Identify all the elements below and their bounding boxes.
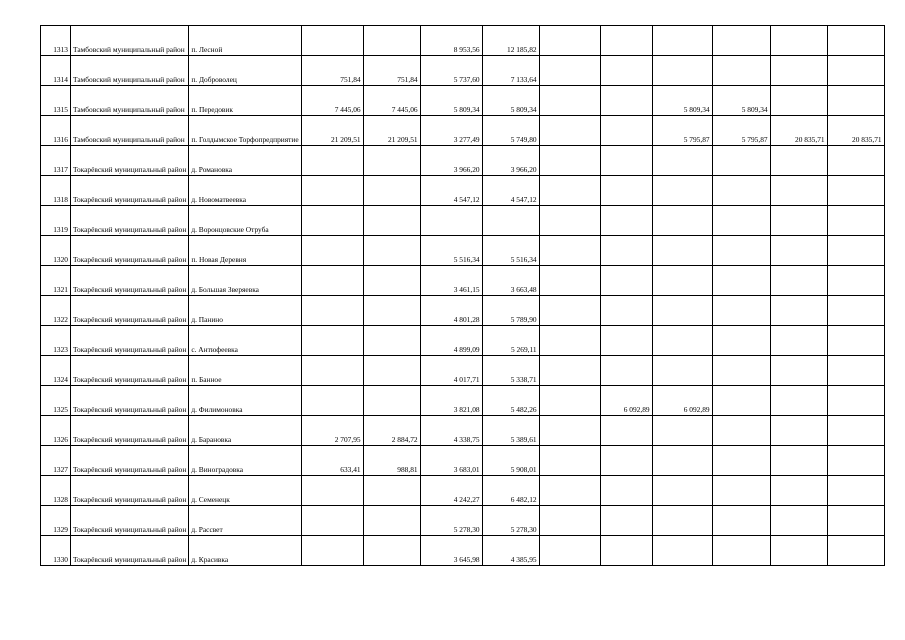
value-cell-6 xyxy=(600,236,652,266)
value-cell-3: 5 737,60 xyxy=(420,56,482,86)
district-cell: Токарёвский муниципальный район xyxy=(71,296,189,326)
value-cell-10 xyxy=(827,446,884,476)
value-cell-2 xyxy=(363,146,420,176)
value-cell-2: 2 884,72 xyxy=(363,416,420,446)
value-cell-10 xyxy=(827,536,884,566)
value-cell-6: 6 092,89 xyxy=(600,386,652,416)
value-cell-8 xyxy=(712,416,770,446)
value-cell-6 xyxy=(600,116,652,146)
row-number: 1320 xyxy=(41,236,71,266)
value-cell-6 xyxy=(600,86,652,116)
table-row xyxy=(41,386,885,416)
value-cell-9 xyxy=(770,26,827,56)
value-cell-2 xyxy=(363,476,420,506)
row-number: 1315 xyxy=(41,86,71,116)
value-cell-8 xyxy=(712,176,770,206)
district-cell: Токарёвский муниципальный район xyxy=(71,356,189,386)
value-cell-9 xyxy=(770,56,827,86)
value-cell-4: 5 338,71 xyxy=(482,356,539,386)
value-cell-6 xyxy=(600,446,652,476)
value-cell-10 xyxy=(827,56,884,86)
value-cell-8 xyxy=(712,476,770,506)
value-cell-2 xyxy=(363,386,420,416)
table-row xyxy=(41,26,885,56)
locality-cell: п. Передовик xyxy=(189,86,301,116)
value-cell-5 xyxy=(539,206,600,236)
value-cell-3: 5 278,30 xyxy=(420,506,482,536)
value-cell-8 xyxy=(712,26,770,56)
value-cell-7 xyxy=(652,146,712,176)
value-cell-6 xyxy=(600,176,652,206)
value-cell-7 xyxy=(652,176,712,206)
value-cell-3: 3 277,49 xyxy=(420,116,482,146)
locality-cell: д. Филимоновка xyxy=(189,386,301,416)
value-cell-7 xyxy=(652,446,712,476)
locality-cell: д. Панино xyxy=(189,296,301,326)
value-cell-7: 6 092,89 xyxy=(652,386,712,416)
value-cell-7 xyxy=(652,206,712,236)
value-cell-3: 4 801,28 xyxy=(420,296,482,326)
value-cell-1 xyxy=(301,356,363,386)
district-cell: Тамбовский муниципальный район xyxy=(71,116,189,146)
district-cell: Токарёвский муниципальный район xyxy=(71,146,189,176)
value-cell-1: 21 209,51 xyxy=(301,116,363,146)
value-cell-2 xyxy=(363,506,420,536)
value-cell-1 xyxy=(301,536,363,566)
value-cell-8 xyxy=(712,446,770,476)
value-cell-5 xyxy=(539,296,600,326)
table-row xyxy=(41,506,885,536)
value-cell-4: 4 547,12 xyxy=(482,176,539,206)
row-number: 1325 xyxy=(41,386,71,416)
value-cell-5 xyxy=(539,266,600,296)
value-cell-6 xyxy=(600,56,652,86)
value-cell-10 xyxy=(827,416,884,446)
district-cell: Тамбовский муниципальный район xyxy=(71,26,189,56)
value-cell-10 xyxy=(827,476,884,506)
value-cell-1 xyxy=(301,146,363,176)
value-cell-3: 4 017,71 xyxy=(420,356,482,386)
value-cell-2 xyxy=(363,176,420,206)
value-cell-4: 5 749,80 xyxy=(482,116,539,146)
table-row xyxy=(41,236,885,266)
value-cell-2 xyxy=(363,296,420,326)
value-cell-10 xyxy=(827,146,884,176)
locality-cell: п. Доброволец xyxy=(189,56,301,86)
district-cell: Токарёвский муниципальный район xyxy=(71,266,189,296)
value-cell-2 xyxy=(363,206,420,236)
district-cell: Токарёвский муниципальный район xyxy=(71,176,189,206)
value-cell-5 xyxy=(539,146,600,176)
value-cell-10 xyxy=(827,86,884,116)
value-cell-9 xyxy=(770,446,827,476)
table-row xyxy=(41,536,885,566)
value-cell-1 xyxy=(301,176,363,206)
value-cell-4: 6 482,12 xyxy=(482,476,539,506)
district-cell: Токарёвский муниципальный район xyxy=(71,236,189,266)
district-cell: Токарёвский муниципальный район xyxy=(71,476,189,506)
value-cell-3: 4 899,09 xyxy=(420,326,482,356)
district-cell: Токарёвский муниципальный район xyxy=(71,416,189,446)
table-row xyxy=(41,326,885,356)
value-cell-5 xyxy=(539,116,600,146)
value-cell-1: 7 445,06 xyxy=(301,86,363,116)
value-cell-10 xyxy=(827,326,884,356)
value-cell-7 xyxy=(652,326,712,356)
locality-cell: д. Воронцовские Отруба xyxy=(189,206,301,236)
value-cell-4: 5 389,61 xyxy=(482,416,539,446)
value-cell-2 xyxy=(363,266,420,296)
value-cell-6 xyxy=(600,146,652,176)
value-cell-7 xyxy=(652,56,712,86)
value-cell-7: 5 795,87 xyxy=(652,116,712,146)
value-cell-4: 5 278,30 xyxy=(482,506,539,536)
table-row xyxy=(41,296,885,326)
value-cell-9 xyxy=(770,506,827,536)
row-number: 1324 xyxy=(41,356,71,386)
value-cell-10 xyxy=(827,26,884,56)
value-cell-8 xyxy=(712,56,770,86)
value-cell-5 xyxy=(539,356,600,386)
district-cell: Тамбовский муниципальный район xyxy=(71,86,189,116)
value-cell-9 xyxy=(770,536,827,566)
value-cell-8 xyxy=(712,266,770,296)
value-cell-4: 12 185,82 xyxy=(482,26,539,56)
table-row xyxy=(41,176,885,206)
value-cell-4: 5 809,34 xyxy=(482,86,539,116)
value-cell-2: 21 209,51 xyxy=(363,116,420,146)
value-cell-10 xyxy=(827,356,884,386)
row-number: 1330 xyxy=(41,536,71,566)
table-row xyxy=(41,206,885,236)
value-cell-1 xyxy=(301,506,363,536)
value-cell-3: 5 809,34 xyxy=(420,86,482,116)
row-number: 1321 xyxy=(41,266,71,296)
table-row xyxy=(41,146,885,176)
value-cell-1: 2 707,95 xyxy=(301,416,363,446)
value-cell-2: 7 445,06 xyxy=(363,86,420,116)
value-cell-6 xyxy=(600,476,652,506)
value-cell-5 xyxy=(539,416,600,446)
value-cell-8 xyxy=(712,236,770,266)
value-cell-4: 5 269,11 xyxy=(482,326,539,356)
value-cell-1: 751,84 xyxy=(301,56,363,86)
locality-cell: д. Семенецк xyxy=(189,476,301,506)
table-row xyxy=(41,476,885,506)
value-cell-6 xyxy=(600,326,652,356)
value-cell-9 xyxy=(770,476,827,506)
row-number: 1313 xyxy=(41,26,71,56)
value-cell-7 xyxy=(652,506,712,536)
value-cell-9 xyxy=(770,416,827,446)
value-cell-6 xyxy=(600,266,652,296)
value-cell-4: 5 482,26 xyxy=(482,386,539,416)
value-cell-1 xyxy=(301,26,363,56)
value-cell-1 xyxy=(301,476,363,506)
value-cell-2: 988,81 xyxy=(363,446,420,476)
value-cell-2 xyxy=(363,26,420,56)
locality-cell: д. Рассвет xyxy=(189,506,301,536)
value-cell-3: 4 242,27 xyxy=(420,476,482,506)
value-cell-2: 751,84 xyxy=(363,56,420,86)
value-cell-4: 3 663,48 xyxy=(482,266,539,296)
locality-cell: п. Голдымское Торфопредприятие xyxy=(189,116,301,146)
locality-cell: д. Новоматвеевка xyxy=(189,176,301,206)
district-cell: Токарёвский муниципальный район xyxy=(71,536,189,566)
value-cell-9 xyxy=(770,86,827,116)
value-cell-2 xyxy=(363,356,420,386)
locality-cell: п. Лесной xyxy=(189,26,301,56)
value-cell-9 xyxy=(770,146,827,176)
value-cell-3: 3 461,15 xyxy=(420,266,482,296)
row-number: 1322 xyxy=(41,296,71,326)
value-cell-2 xyxy=(363,326,420,356)
locality-cell: с. Антюфеевка xyxy=(189,326,301,356)
table-row xyxy=(41,56,885,86)
value-cell-2 xyxy=(363,536,420,566)
table-row xyxy=(41,86,885,116)
value-cell-8 xyxy=(712,536,770,566)
value-cell-8 xyxy=(712,206,770,236)
value-cell-3: 3 821,08 xyxy=(420,386,482,416)
value-cell-5 xyxy=(539,236,600,266)
value-cell-10 xyxy=(827,176,884,206)
locality-cell: п. Новая Деревня xyxy=(189,236,301,266)
district-cell: Токарёвский муниципальный район xyxy=(71,506,189,536)
value-cell-9 xyxy=(770,296,827,326)
locality-cell: д. Красивка xyxy=(189,536,301,566)
table-row xyxy=(41,266,885,296)
value-cell-8 xyxy=(712,326,770,356)
value-cell-1 xyxy=(301,206,363,236)
value-cell-8 xyxy=(712,296,770,326)
value-cell-6 xyxy=(600,356,652,386)
row-number: 1318 xyxy=(41,176,71,206)
table-row xyxy=(41,416,885,446)
value-cell-9 xyxy=(770,356,827,386)
value-cell-2 xyxy=(363,236,420,266)
value-cell-3: 8 953,56 xyxy=(420,26,482,56)
value-cell-1 xyxy=(301,386,363,416)
value-cell-7 xyxy=(652,26,712,56)
value-cell-5 xyxy=(539,536,600,566)
value-cell-1 xyxy=(301,236,363,266)
value-cell-9: 20 835,71 xyxy=(770,116,827,146)
value-cell-4: 7 133,64 xyxy=(482,56,539,86)
row-number: 1328 xyxy=(41,476,71,506)
locality-cell: д. Виноградовка xyxy=(189,446,301,476)
table-row xyxy=(41,116,885,146)
value-cell-6 xyxy=(600,296,652,326)
value-cell-8: 5 795,87 xyxy=(712,116,770,146)
value-cell-8 xyxy=(712,146,770,176)
value-cell-6 xyxy=(600,206,652,236)
value-cell-4: 5 908,01 xyxy=(482,446,539,476)
row-number: 1329 xyxy=(41,506,71,536)
value-cell-10 xyxy=(827,386,884,416)
value-cell-9 xyxy=(770,326,827,356)
value-cell-7 xyxy=(652,536,712,566)
value-cell-9 xyxy=(770,266,827,296)
value-cell-1 xyxy=(301,266,363,296)
value-cell-3: 3 645,98 xyxy=(420,536,482,566)
value-cell-3: 3 683,01 xyxy=(420,446,482,476)
value-cell-1 xyxy=(301,296,363,326)
value-cell-1: 633,41 xyxy=(301,446,363,476)
value-cell-3 xyxy=(420,206,482,236)
value-cell-3: 4 338,75 xyxy=(420,416,482,446)
value-cell-9 xyxy=(770,236,827,266)
tariff-table xyxy=(40,25,885,566)
table-row xyxy=(41,446,885,476)
value-cell-3: 5 516,34 xyxy=(420,236,482,266)
value-cell-8 xyxy=(712,356,770,386)
row-number: 1319 xyxy=(41,206,71,236)
value-cell-5 xyxy=(539,446,600,476)
row-number: 1326 xyxy=(41,416,71,446)
row-number: 1316 xyxy=(41,116,71,146)
row-number: 1314 xyxy=(41,56,71,86)
value-cell-7 xyxy=(652,356,712,386)
value-cell-4: 4 385,95 xyxy=(482,536,539,566)
value-cell-4: 5 516,34 xyxy=(482,236,539,266)
value-cell-5 xyxy=(539,86,600,116)
value-cell-5 xyxy=(539,476,600,506)
value-cell-8 xyxy=(712,506,770,536)
value-cell-10 xyxy=(827,206,884,236)
value-cell-10: 20 835,71 xyxy=(827,116,884,146)
value-cell-10 xyxy=(827,296,884,326)
value-cell-3: 3 966,20 xyxy=(420,146,482,176)
value-cell-9 xyxy=(770,206,827,236)
district-cell: Токарёвский муниципальный район xyxy=(71,206,189,236)
value-cell-5 xyxy=(539,56,600,86)
table-body xyxy=(41,26,885,566)
value-cell-7 xyxy=(652,416,712,446)
row-number: 1317 xyxy=(41,146,71,176)
value-cell-5 xyxy=(539,326,600,356)
locality-cell: д. Романовка xyxy=(189,146,301,176)
row-number: 1327 xyxy=(41,446,71,476)
value-cell-6 xyxy=(600,506,652,536)
locality-cell: д. Барановка xyxy=(189,416,301,446)
value-cell-5 xyxy=(539,26,600,56)
value-cell-5 xyxy=(539,176,600,206)
locality-cell: д. Большая Зверяевка xyxy=(189,266,301,296)
district-cell: Тамбовский муниципальный район xyxy=(71,56,189,86)
value-cell-4: 5 789,90 xyxy=(482,296,539,326)
value-cell-5 xyxy=(539,506,600,536)
value-cell-6 xyxy=(600,26,652,56)
value-cell-7 xyxy=(652,476,712,506)
value-cell-7 xyxy=(652,266,712,296)
value-cell-8: 5 809,34 xyxy=(712,86,770,116)
value-cell-5 xyxy=(539,386,600,416)
value-cell-9 xyxy=(770,176,827,206)
value-cell-7 xyxy=(652,236,712,266)
value-cell-10 xyxy=(827,266,884,296)
value-cell-8 xyxy=(712,386,770,416)
value-cell-9 xyxy=(770,386,827,416)
value-cell-6 xyxy=(600,536,652,566)
value-cell-10 xyxy=(827,236,884,266)
value-cell-7: 5 809,34 xyxy=(652,86,712,116)
value-cell-3: 4 547,12 xyxy=(420,176,482,206)
district-cell: Токарёвский муниципальный район xyxy=(71,386,189,416)
value-cell-7 xyxy=(652,296,712,326)
table-row xyxy=(41,356,885,386)
value-cell-4 xyxy=(482,206,539,236)
value-cell-1 xyxy=(301,326,363,356)
value-cell-6 xyxy=(600,416,652,446)
district-cell: Токарёвский муниципальный район xyxy=(71,446,189,476)
row-number: 1323 xyxy=(41,326,71,356)
value-cell-10 xyxy=(827,506,884,536)
locality-cell: п. Банное xyxy=(189,356,301,386)
district-cell: Токарёвский муниципальный район xyxy=(71,326,189,356)
value-cell-4: 3 966,20 xyxy=(482,146,539,176)
